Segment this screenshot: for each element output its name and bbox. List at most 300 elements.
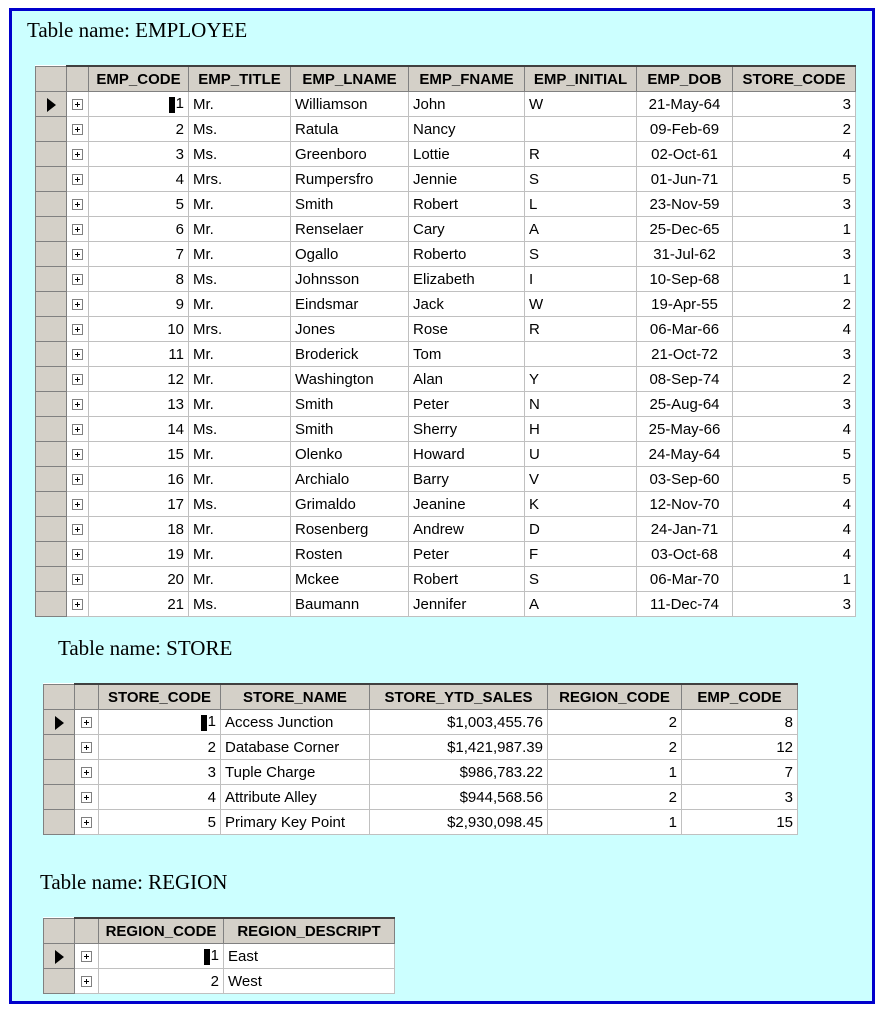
record-selector[interactable] bbox=[36, 242, 67, 267]
expand-subdatasheet-cell[interactable] bbox=[75, 969, 99, 994]
table-row[interactable] bbox=[36, 292, 856, 317]
table-cell[interactable] bbox=[224, 944, 395, 969]
table-row[interactable] bbox=[36, 567, 856, 592]
plus-expand-icon[interactable] bbox=[72, 174, 83, 185]
expand-subdatasheet-cell[interactable] bbox=[67, 417, 89, 442]
table-cell[interactable] bbox=[89, 567, 189, 592]
expand-subdatasheet-cell[interactable] bbox=[75, 785, 99, 810]
table-cell[interactable] bbox=[291, 467, 409, 492]
table-row[interactable] bbox=[36, 317, 856, 342]
table-cell[interactable] bbox=[189, 492, 291, 517]
table-cell[interactable] bbox=[637, 517, 733, 542]
table-cell[interactable] bbox=[189, 217, 291, 242]
table-cell[interactable] bbox=[291, 442, 409, 467]
expand-subdatasheet-cell[interactable] bbox=[67, 242, 89, 267]
table-cell[interactable] bbox=[89, 542, 189, 567]
expand-subdatasheet-cell[interactable] bbox=[67, 267, 89, 292]
table-cell[interactable] bbox=[189, 167, 291, 192]
table-cell[interactable] bbox=[189, 317, 291, 342]
table-cell[interactable] bbox=[89, 342, 189, 367]
table-cell[interactable] bbox=[682, 710, 798, 735]
plus-expand-icon[interactable] bbox=[72, 499, 83, 510]
record-selector[interactable] bbox=[36, 117, 67, 142]
plus-expand-icon[interactable] bbox=[81, 742, 92, 753]
table-row[interactable] bbox=[36, 192, 856, 217]
expand-subdatasheet-cell[interactable] bbox=[67, 492, 89, 517]
table-cell[interactable] bbox=[733, 492, 856, 517]
table-cell[interactable] bbox=[637, 92, 733, 117]
record-selector[interactable] bbox=[36, 517, 67, 542]
table-cell[interactable] bbox=[525, 367, 637, 392]
table-row[interactable] bbox=[44, 735, 798, 760]
table-cell[interactable] bbox=[370, 760, 548, 785]
table-cell[interactable] bbox=[99, 944, 224, 969]
table-cell[interactable] bbox=[89, 492, 189, 517]
table-cell[interactable] bbox=[637, 292, 733, 317]
table-cell[interactable] bbox=[409, 167, 525, 192]
record-selector[interactable] bbox=[36, 192, 67, 217]
column-header[interactable]: STORE_CODE bbox=[99, 684, 221, 710]
plus-expand-icon[interactable] bbox=[72, 99, 83, 110]
record-selector[interactable] bbox=[44, 735, 75, 760]
table-cell[interactable] bbox=[637, 142, 733, 167]
table-cell[interactable] bbox=[733, 417, 856, 442]
table-cell[interactable] bbox=[409, 117, 525, 142]
table-cell[interactable] bbox=[637, 167, 733, 192]
expand-subdatasheet-cell[interactable] bbox=[67, 217, 89, 242]
table-cell[interactable] bbox=[291, 342, 409, 367]
plus-expand-icon[interactable] bbox=[72, 124, 83, 135]
expand-subdatasheet-cell[interactable] bbox=[67, 117, 89, 142]
table-cell[interactable] bbox=[409, 142, 525, 167]
expand-subdatasheet-cell[interactable] bbox=[67, 317, 89, 342]
table-cell[interactable] bbox=[89, 317, 189, 342]
table-cell[interactable] bbox=[189, 392, 291, 417]
table-cell[interactable] bbox=[525, 167, 637, 192]
table-cell[interactable] bbox=[409, 542, 525, 567]
record-selector[interactable] bbox=[36, 492, 67, 517]
table-cell[interactable] bbox=[525, 392, 637, 417]
table-cell[interactable] bbox=[89, 242, 189, 267]
table-cell[interactable] bbox=[525, 192, 637, 217]
table-cell[interactable] bbox=[189, 417, 291, 442]
record-selector[interactable] bbox=[36, 367, 67, 392]
table-cell[interactable] bbox=[409, 192, 525, 217]
table-cell[interactable] bbox=[89, 392, 189, 417]
record-selector[interactable] bbox=[36, 267, 67, 292]
table-cell[interactable] bbox=[291, 192, 409, 217]
table-cell[interactable] bbox=[637, 492, 733, 517]
record-selector[interactable] bbox=[44, 969, 75, 994]
table-cell[interactable] bbox=[637, 542, 733, 567]
table-row[interactable] bbox=[36, 592, 856, 617]
column-header[interactable]: EMP_DOB bbox=[637, 66, 733, 92]
table-cell[interactable] bbox=[525, 467, 637, 492]
record-selector[interactable] bbox=[36, 92, 67, 117]
table-cell[interactable] bbox=[221, 810, 370, 835]
expand-subdatasheet-cell[interactable] bbox=[75, 710, 99, 735]
table-cell[interactable] bbox=[525, 92, 637, 117]
table-cell[interactable] bbox=[89, 517, 189, 542]
select-all-corner[interactable] bbox=[36, 66, 67, 92]
table-cell[interactable] bbox=[733, 117, 856, 142]
record-selector[interactable] bbox=[36, 167, 67, 192]
table-cell[interactable] bbox=[291, 592, 409, 617]
table-cell[interactable] bbox=[525, 117, 637, 142]
table-cell[interactable] bbox=[89, 292, 189, 317]
table-cell[interactable] bbox=[409, 517, 525, 542]
record-selector[interactable] bbox=[44, 944, 75, 969]
plus-expand-icon[interactable] bbox=[72, 149, 83, 160]
plus-expand-icon[interactable] bbox=[81, 717, 92, 728]
record-selector[interactable] bbox=[36, 442, 67, 467]
table-cell[interactable] bbox=[221, 785, 370, 810]
table-cell[interactable] bbox=[682, 760, 798, 785]
table-cell[interactable] bbox=[637, 217, 733, 242]
plus-expand-icon[interactable] bbox=[72, 224, 83, 235]
table-cell[interactable] bbox=[291, 392, 409, 417]
record-selector[interactable] bbox=[36, 217, 67, 242]
table-cell[interactable] bbox=[409, 492, 525, 517]
column-header[interactable]: EMP_INITIAL bbox=[525, 66, 637, 92]
table-cell[interactable] bbox=[525, 517, 637, 542]
expand-subdatasheet-cell[interactable] bbox=[75, 944, 99, 969]
table-cell[interactable] bbox=[409, 592, 525, 617]
table-cell[interactable] bbox=[409, 567, 525, 592]
table-cell[interactable] bbox=[291, 92, 409, 117]
table-row[interactable] bbox=[36, 267, 856, 292]
plus-expand-icon[interactable] bbox=[72, 324, 83, 335]
table-cell[interactable] bbox=[682, 810, 798, 835]
expand-subdatasheet-cell[interactable] bbox=[67, 542, 89, 567]
table-cell[interactable] bbox=[525, 542, 637, 567]
expand-subdatasheet-cell[interactable] bbox=[67, 142, 89, 167]
table-cell[interactable] bbox=[637, 117, 733, 142]
table-row[interactable] bbox=[36, 517, 856, 542]
table-cell[interactable] bbox=[189, 567, 291, 592]
table-cell[interactable] bbox=[637, 367, 733, 392]
table-cell[interactable] bbox=[733, 517, 856, 542]
table-cell[interactable] bbox=[99, 760, 221, 785]
expand-subdatasheet-cell[interactable] bbox=[67, 567, 89, 592]
table-cell[interactable] bbox=[189, 292, 291, 317]
table-cell[interactable] bbox=[733, 142, 856, 167]
expand-subdatasheet-cell[interactable] bbox=[67, 392, 89, 417]
table-cell[interactable] bbox=[89, 467, 189, 492]
table-cell[interactable] bbox=[291, 267, 409, 292]
table-cell[interactable] bbox=[221, 735, 370, 760]
table-cell[interactable] bbox=[99, 969, 224, 994]
table-cell[interactable] bbox=[370, 735, 548, 760]
table-cell[interactable] bbox=[221, 760, 370, 785]
column-header[interactable]: REGION_CODE bbox=[99, 918, 224, 944]
table-cell[interactable] bbox=[733, 317, 856, 342]
column-header[interactable]: REGION_DESCRIPT bbox=[224, 918, 395, 944]
plus-expand-icon[interactable] bbox=[81, 767, 92, 778]
table-cell[interactable] bbox=[189, 242, 291, 267]
table-cell[interactable] bbox=[409, 392, 525, 417]
table-cell[interactable] bbox=[99, 710, 221, 735]
table-cell[interactable] bbox=[409, 292, 525, 317]
table-row[interactable] bbox=[44, 969, 395, 994]
plus-expand-icon[interactable] bbox=[72, 399, 83, 410]
table-cell[interactable] bbox=[525, 267, 637, 292]
table-row[interactable] bbox=[36, 167, 856, 192]
table-row[interactable] bbox=[36, 417, 856, 442]
table-cell[interactable] bbox=[224, 969, 395, 994]
table-cell[interactable] bbox=[99, 785, 221, 810]
table-cell[interactable] bbox=[637, 467, 733, 492]
table-cell[interactable] bbox=[189, 342, 291, 367]
table-cell[interactable] bbox=[409, 417, 525, 442]
table-cell[interactable] bbox=[409, 217, 525, 242]
select-all-corner[interactable] bbox=[44, 918, 75, 944]
table-cell[interactable] bbox=[409, 467, 525, 492]
table-cell[interactable] bbox=[733, 467, 856, 492]
plus-expand-icon[interactable] bbox=[81, 817, 92, 828]
table-cell[interactable] bbox=[89, 367, 189, 392]
table-cell[interactable] bbox=[682, 785, 798, 810]
table-cell[interactable] bbox=[409, 317, 525, 342]
table-cell[interactable] bbox=[637, 417, 733, 442]
table-cell[interactable] bbox=[291, 167, 409, 192]
table-cell[interactable] bbox=[525, 567, 637, 592]
table-cell[interactable] bbox=[548, 710, 682, 735]
table-row[interactable] bbox=[36, 492, 856, 517]
table-cell[interactable] bbox=[189, 117, 291, 142]
expand-subdatasheet-cell[interactable] bbox=[67, 92, 89, 117]
table-cell[interactable] bbox=[733, 342, 856, 367]
table-cell[interactable] bbox=[637, 567, 733, 592]
table-row[interactable] bbox=[36, 217, 856, 242]
expand-subdatasheet-cell[interactable] bbox=[75, 760, 99, 785]
table-cell[interactable] bbox=[733, 392, 856, 417]
table-cell[interactable] bbox=[525, 592, 637, 617]
record-selector[interactable] bbox=[36, 317, 67, 342]
table-cell[interactable] bbox=[89, 92, 189, 117]
record-selector[interactable] bbox=[44, 785, 75, 810]
table-cell[interactable] bbox=[370, 785, 548, 810]
column-header[interactable]: EMP_LNAME bbox=[291, 66, 409, 92]
plus-expand-icon[interactable] bbox=[72, 599, 83, 610]
table-cell[interactable] bbox=[291, 567, 409, 592]
plus-expand-icon[interactable] bbox=[72, 299, 83, 310]
column-header[interactable]: EMP_TITLE bbox=[189, 66, 291, 92]
plus-expand-icon[interactable] bbox=[81, 976, 92, 987]
table-cell[interactable] bbox=[733, 267, 856, 292]
table-cell[interactable] bbox=[733, 542, 856, 567]
table-row[interactable] bbox=[36, 392, 856, 417]
column-header[interactable]: STORE_NAME bbox=[221, 684, 370, 710]
record-selector[interactable] bbox=[44, 710, 75, 735]
table-row[interactable] bbox=[36, 442, 856, 467]
table-row[interactable] bbox=[36, 542, 856, 567]
table-cell[interactable] bbox=[189, 442, 291, 467]
record-selector[interactable] bbox=[36, 567, 67, 592]
table-cell[interactable] bbox=[189, 267, 291, 292]
table-row[interactable] bbox=[44, 810, 798, 835]
table-cell[interactable] bbox=[99, 735, 221, 760]
table-cell[interactable] bbox=[733, 242, 856, 267]
expand-subdatasheet-cell[interactable] bbox=[67, 367, 89, 392]
table-cell[interactable] bbox=[733, 567, 856, 592]
table-row[interactable] bbox=[44, 785, 798, 810]
table-cell[interactable] bbox=[189, 592, 291, 617]
plus-expand-icon[interactable] bbox=[72, 374, 83, 385]
table-cell[interactable] bbox=[189, 467, 291, 492]
table-cell[interactable] bbox=[89, 117, 189, 142]
table-cell[interactable] bbox=[682, 735, 798, 760]
table-cell[interactable] bbox=[733, 192, 856, 217]
table-cell[interactable] bbox=[637, 442, 733, 467]
record-selector[interactable] bbox=[36, 392, 67, 417]
table-cell[interactable] bbox=[291, 117, 409, 142]
table-cell[interactable] bbox=[189, 367, 291, 392]
expand-subdatasheet-cell[interactable] bbox=[67, 342, 89, 367]
plus-expand-icon[interactable] bbox=[72, 249, 83, 260]
expand-subdatasheet-cell[interactable] bbox=[67, 167, 89, 192]
plus-expand-icon[interactable] bbox=[72, 199, 83, 210]
table-cell[interactable] bbox=[291, 317, 409, 342]
table-cell[interactable] bbox=[548, 785, 682, 810]
record-selector[interactable] bbox=[36, 467, 67, 492]
table-cell[interactable] bbox=[409, 442, 525, 467]
table-cell[interactable] bbox=[637, 342, 733, 367]
table-cell[interactable] bbox=[409, 367, 525, 392]
column-header[interactable]: EMP_CODE bbox=[682, 684, 798, 710]
expand-subdatasheet-cell[interactable] bbox=[67, 292, 89, 317]
table-cell[interactable] bbox=[291, 142, 409, 167]
expand-subdatasheet-cell[interactable] bbox=[67, 592, 89, 617]
column-header[interactable]: REGION_CODE bbox=[548, 684, 682, 710]
table-row[interactable] bbox=[36, 342, 856, 367]
column-header[interactable]: STORE_YTD_SALES bbox=[370, 684, 548, 710]
table-cell[interactable] bbox=[409, 92, 525, 117]
table-cell[interactable] bbox=[733, 592, 856, 617]
table-row[interactable] bbox=[36, 117, 856, 142]
table-row[interactable] bbox=[36, 467, 856, 492]
expand-subdatasheet-cell[interactable] bbox=[67, 442, 89, 467]
table-cell[interactable] bbox=[370, 810, 548, 835]
table-cell[interactable] bbox=[525, 292, 637, 317]
table-row[interactable] bbox=[44, 710, 798, 735]
record-selector[interactable] bbox=[44, 760, 75, 785]
table-cell[interactable] bbox=[291, 517, 409, 542]
select-all-corner[interactable] bbox=[44, 684, 75, 710]
table-cell[interactable] bbox=[409, 242, 525, 267]
table-cell[interactable] bbox=[189, 142, 291, 167]
table-row[interactable] bbox=[44, 944, 395, 969]
table-cell[interactable] bbox=[525, 442, 637, 467]
table-cell[interactable] bbox=[637, 392, 733, 417]
table-cell[interactable] bbox=[89, 417, 189, 442]
table-row[interactable] bbox=[36, 92, 856, 117]
table-cell[interactable] bbox=[525, 142, 637, 167]
table-cell[interactable] bbox=[370, 710, 548, 735]
table-row[interactable] bbox=[36, 367, 856, 392]
plus-expand-icon[interactable] bbox=[72, 524, 83, 535]
table-cell[interactable] bbox=[548, 760, 682, 785]
table-cell[interactable] bbox=[291, 417, 409, 442]
table-cell[interactable] bbox=[525, 217, 637, 242]
plus-expand-icon[interactable] bbox=[72, 274, 83, 285]
plus-expand-icon[interactable] bbox=[72, 574, 83, 585]
expand-subdatasheet-cell[interactable] bbox=[67, 517, 89, 542]
plus-expand-icon[interactable] bbox=[72, 474, 83, 485]
expand-subdatasheet-cell[interactable] bbox=[75, 810, 99, 835]
record-selector[interactable] bbox=[36, 342, 67, 367]
table-cell[interactable] bbox=[291, 217, 409, 242]
table-cell[interactable] bbox=[89, 167, 189, 192]
table-cell[interactable] bbox=[189, 517, 291, 542]
table-cell[interactable] bbox=[733, 292, 856, 317]
table-cell[interactable] bbox=[548, 810, 682, 835]
table-cell[interactable] bbox=[637, 317, 733, 342]
column-header[interactable]: EMP_CODE bbox=[89, 66, 189, 92]
column-header[interactable]: EMP_FNAME bbox=[409, 66, 525, 92]
plus-expand-icon[interactable] bbox=[72, 424, 83, 435]
table-cell[interactable] bbox=[99, 810, 221, 835]
expand-subdatasheet-cell[interactable] bbox=[67, 467, 89, 492]
table-cell[interactable] bbox=[291, 367, 409, 392]
table-cell[interactable] bbox=[733, 442, 856, 467]
table-cell[interactable] bbox=[637, 267, 733, 292]
record-selector[interactable] bbox=[36, 292, 67, 317]
expand-subdatasheet-cell[interactable] bbox=[75, 735, 99, 760]
plus-expand-icon[interactable] bbox=[81, 792, 92, 803]
plus-expand-icon[interactable] bbox=[72, 549, 83, 560]
table-cell[interactable] bbox=[291, 542, 409, 567]
table-cell[interactable] bbox=[733, 217, 856, 242]
table-cell[interactable] bbox=[89, 267, 189, 292]
table-cell[interactable] bbox=[637, 192, 733, 217]
table-cell[interactable] bbox=[189, 92, 291, 117]
plus-expand-icon[interactable] bbox=[72, 349, 83, 360]
record-selector[interactable] bbox=[36, 542, 67, 567]
table-cell[interactable] bbox=[221, 710, 370, 735]
table-cell[interactable] bbox=[525, 342, 637, 367]
table-cell[interactable] bbox=[733, 367, 856, 392]
table-cell[interactable] bbox=[548, 735, 682, 760]
table-row[interactable] bbox=[36, 242, 856, 267]
table-cell[interactable] bbox=[89, 442, 189, 467]
table-cell[interactable] bbox=[525, 242, 637, 267]
plus-expand-icon[interactable] bbox=[72, 449, 83, 460]
table-cell[interactable] bbox=[525, 317, 637, 342]
table-cell[interactable] bbox=[89, 142, 189, 167]
table-cell[interactable] bbox=[189, 192, 291, 217]
table-cell[interactable] bbox=[291, 492, 409, 517]
table-cell[interactable] bbox=[189, 542, 291, 567]
table-cell[interactable] bbox=[291, 292, 409, 317]
table-cell[interactable] bbox=[89, 217, 189, 242]
table-cell[interactable] bbox=[733, 167, 856, 192]
column-header[interactable]: STORE_CODE bbox=[733, 66, 856, 92]
expand-subdatasheet-cell[interactable] bbox=[67, 192, 89, 217]
table-cell[interactable] bbox=[525, 417, 637, 442]
table-cell[interactable] bbox=[89, 592, 189, 617]
record-selector[interactable] bbox=[36, 592, 67, 617]
table-cell[interactable] bbox=[733, 92, 856, 117]
table-row[interactable] bbox=[44, 760, 798, 785]
table-cell[interactable] bbox=[525, 492, 637, 517]
plus-expand-icon[interactable] bbox=[81, 951, 92, 962]
table-cell[interactable] bbox=[89, 192, 189, 217]
record-selector[interactable] bbox=[36, 142, 67, 167]
table-cell[interactable] bbox=[409, 267, 525, 292]
record-selector[interactable] bbox=[44, 810, 75, 835]
record-selector[interactable] bbox=[36, 417, 67, 442]
